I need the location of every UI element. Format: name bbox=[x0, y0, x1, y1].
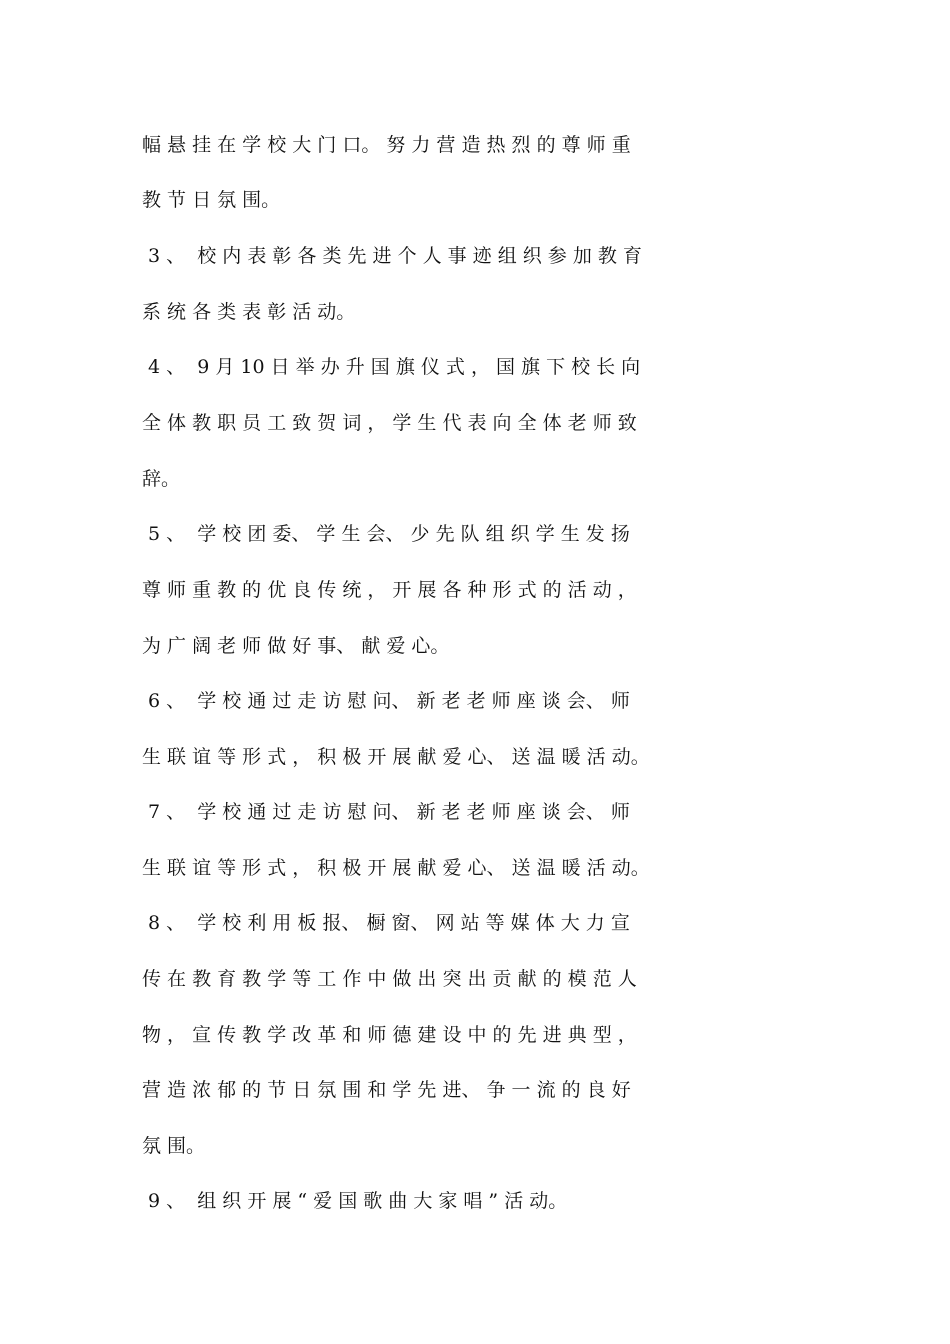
text-line: 3 、 校 内 表 彰 各 类 先 进 个 人 事 迹 组 织 参 加 教 育 bbox=[142, 245, 642, 267]
text-line: 氛 围。 bbox=[142, 1135, 206, 1157]
text-line: 生 联 谊 等 形 式 ， 积 极 开 展 献 爱 心、 送 温 暖 活 动。 bbox=[142, 746, 650, 768]
text-line: 7 、 学 校 通 过 走 访 慰 问、 新 老 老 师 座 谈 会、 师 bbox=[142, 801, 630, 823]
text-line: 幅 悬 挂 在 学 校 大 门 口。 努 力 营 造 热 烈 的 尊 师 重 bbox=[142, 134, 631, 156]
text-line: 教 节 日 氛 围。 bbox=[142, 189, 281, 211]
text-line: 8 、 学 校 利 用 板 报、 橱 窗、 网 站 等 媒 体 大 力 宣 bbox=[142, 912, 630, 934]
text-line: 全 体 教 职 员 工 致 贺 词 ， 学 生 代 表 向 全 体 老 师 致 bbox=[142, 412, 637, 434]
text-line: 营 造 浓 郁 的 节 日 氛 围 和 学 先 进、 争 一 流 的 良 好 bbox=[142, 1079, 631, 1101]
text-line: 系 统 各 类 表 彰 活 动。 bbox=[142, 301, 356, 323]
text-line: 辞。 bbox=[142, 468, 181, 490]
text-line: 为 广 阔 老 师 做 好 事、 献 爱 心。 bbox=[142, 635, 450, 657]
text-line: 物 ， 宣 传 教 学 改 革 和 师 德 建 设 中 的 先 进 典 型 ， bbox=[142, 1024, 637, 1046]
text-line: 生 联 谊 等 形 式 ， 积 极 开 展 献 爱 心、 送 温 暖 活 动。 bbox=[142, 857, 650, 879]
text-line: 6 、 学 校 通 过 走 访 慰 问、 新 老 老 师 座 谈 会、 师 bbox=[142, 690, 630, 712]
text-line: 传 在 教 育 教 学 等 工 作 中 做 出 突 出 贡 献 的 模 范 人 bbox=[142, 968, 637, 990]
text-line: 5 、 学 校 团 委、 学 生 会、 少 先 队 组 织 学 生 发 扬 bbox=[142, 523, 630, 545]
text-line: 4 、 9 月 10 日 举 办 升 国 旗 仪 式 ， 国 旗 下 校 长 向 bbox=[142, 356, 641, 378]
text-line: 尊 师 重 教 的 优 良 传 统 ， 开 展 各 种 形 式 的 活 动 ， bbox=[142, 579, 637, 601]
text-line: 9 、 组 织 开 展 “ 爱 国 歌 曲 大 家 唱 ” 活 动。 bbox=[142, 1190, 568, 1212]
